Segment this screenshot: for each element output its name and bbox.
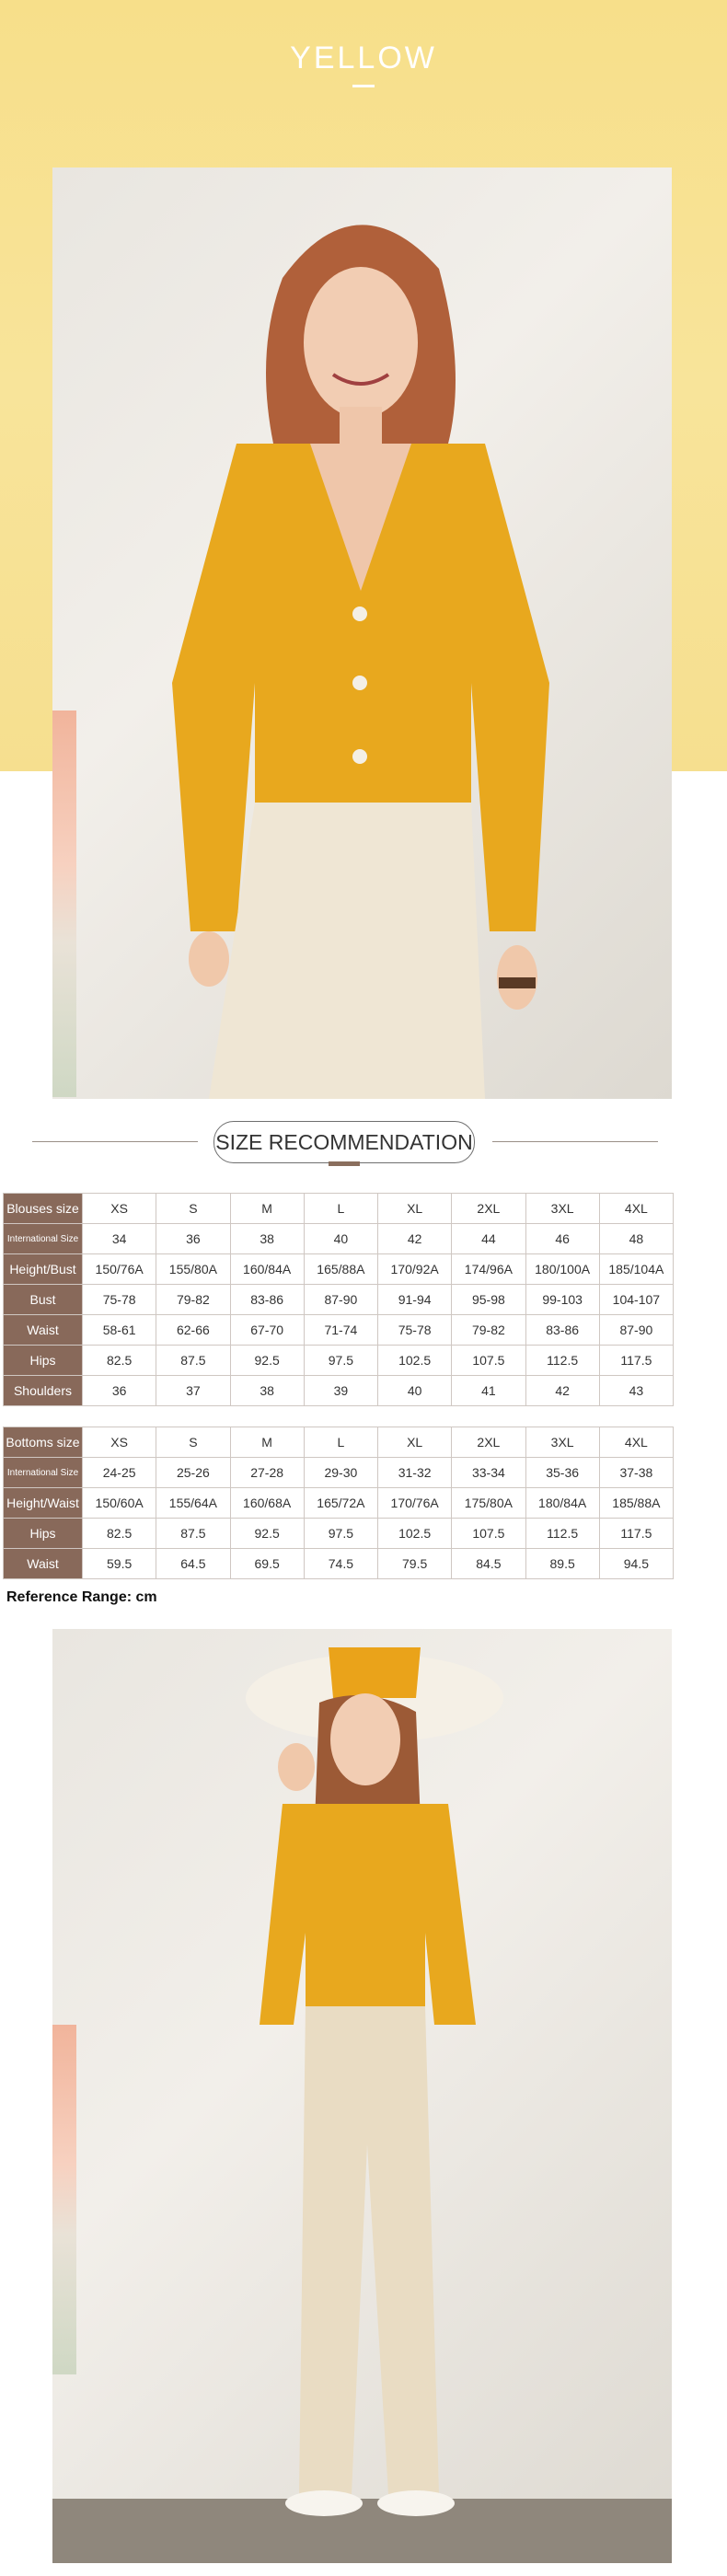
- table-cell: 27-28: [230, 1458, 304, 1488]
- table-cell: 150/60A: [83, 1488, 156, 1519]
- table-cell: 92.5: [230, 1346, 304, 1376]
- table-cell: 29-30: [304, 1458, 377, 1488]
- table-cell: 150/76A: [83, 1254, 156, 1285]
- table-cell: Hips: [4, 1346, 83, 1376]
- model-illustration: [52, 167, 672, 1099]
- product-photo-front: [52, 167, 672, 1099]
- table-cell: Height/Waist: [4, 1488, 83, 1519]
- table-cell: 64.5: [156, 1549, 230, 1579]
- table-cell: 185/104A: [599, 1254, 673, 1285]
- table-cell: 2XL: [452, 1194, 525, 1224]
- size-recommendation-title: SIZE RECOMMENDATION: [213, 1121, 475, 1163]
- table-row: [4, 1488, 674, 1519]
- table-row: [4, 1376, 674, 1406]
- table-cell: 155/64A: [156, 1488, 230, 1519]
- table-cell: 112.5: [525, 1519, 599, 1549]
- table-cell: 82.5: [83, 1346, 156, 1376]
- table-cell: Hips: [4, 1519, 83, 1549]
- table-cell: 37-38: [599, 1458, 673, 1488]
- table-cell: Height/Bust: [4, 1254, 83, 1285]
- table-cell: 95-98: [452, 1285, 525, 1315]
- table-cell: 104-107: [599, 1285, 673, 1315]
- table-row: [4, 1346, 674, 1376]
- table-cell: 175/80A: [452, 1488, 525, 1519]
- model-illustration: [52, 1629, 672, 2563]
- table-cell: 31-32: [378, 1458, 452, 1488]
- table-cell: L: [304, 1427, 377, 1458]
- table-cell: International Size: [4, 1458, 83, 1488]
- table-cell: 160/68A: [230, 1488, 304, 1519]
- blouses-size-table: [3, 1193, 674, 1406]
- table-cell: 2XL: [452, 1427, 525, 1458]
- title-accent: [329, 1161, 360, 1166]
- table-cell: 24-25: [83, 1458, 156, 1488]
- table-cell: M: [230, 1194, 304, 1224]
- table-cell: 87-90: [599, 1315, 673, 1346]
- table-cell: 40: [378, 1376, 452, 1406]
- table-cell: 79-82: [452, 1315, 525, 1346]
- table-cell: 174/96A: [452, 1254, 525, 1285]
- table-cell: Bottoms size: [4, 1427, 83, 1458]
- table-cell: 83-86: [525, 1315, 599, 1346]
- table-row: [4, 1285, 674, 1315]
- table-row: [4, 1315, 674, 1346]
- table-cell: 87-90: [304, 1285, 377, 1315]
- hero-divider: [352, 85, 375, 87]
- table-cell: 62-66: [156, 1315, 230, 1346]
- table-cell: 38: [230, 1376, 304, 1406]
- table-cell: 43: [599, 1376, 673, 1406]
- bottoms-size-table: [3, 1427, 674, 1579]
- table-cell: 67-70: [230, 1315, 304, 1346]
- table-cell: 46: [525, 1224, 599, 1254]
- table-cell: S: [156, 1194, 230, 1224]
- table-cell: 180/100A: [525, 1254, 599, 1285]
- table-cell: 97.5: [304, 1346, 377, 1376]
- table-cell: M: [230, 1427, 304, 1458]
- table-cell: 180/84A: [525, 1488, 599, 1519]
- table-cell: 37: [156, 1376, 230, 1406]
- table-cell: Blouses size: [4, 1194, 83, 1224]
- table-cell: S: [156, 1427, 230, 1458]
- table-cell: 36: [83, 1376, 156, 1406]
- table-cell: 165/88A: [304, 1254, 377, 1285]
- table-cell: 82.5: [83, 1519, 156, 1549]
- table-cell: 91-94: [378, 1285, 452, 1315]
- table-cell: 75-78: [378, 1315, 452, 1346]
- table-cell: Waist: [4, 1315, 83, 1346]
- table-cell: 165/72A: [304, 1488, 377, 1519]
- table-cell: 38: [230, 1224, 304, 1254]
- table-cell: 42: [525, 1376, 599, 1406]
- hero-title: YELLOW: [290, 40, 437, 75]
- table-row: [4, 1519, 674, 1549]
- table-cell: 75-78: [83, 1285, 156, 1315]
- table-cell: 4XL: [599, 1194, 673, 1224]
- table-cell: 87.5: [156, 1346, 230, 1376]
- table-cell: 74.5: [304, 1549, 377, 1579]
- table-cell: 79.5: [378, 1549, 452, 1579]
- table-header-row: [4, 1194, 674, 1224]
- table-cell: 97.5: [304, 1519, 377, 1549]
- table-cell: 44: [452, 1224, 525, 1254]
- table-cell: International Size: [4, 1224, 83, 1254]
- table-cell: 160/84A: [230, 1254, 304, 1285]
- table-cell: L: [304, 1194, 377, 1224]
- table-header-row: [4, 1427, 674, 1458]
- table-row: [4, 1224, 674, 1254]
- table-cell: 25-26: [156, 1458, 230, 1488]
- table-cell: Bust: [4, 1285, 83, 1315]
- table-cell: 94.5: [599, 1549, 673, 1579]
- table-cell: 36: [156, 1224, 230, 1254]
- table-cell: Waist: [4, 1549, 83, 1579]
- table-cell: 170/76A: [378, 1488, 452, 1519]
- table-cell: 83-86: [230, 1285, 304, 1315]
- table-row: [4, 1458, 674, 1488]
- table-cell: 35-36: [525, 1458, 599, 1488]
- table-cell: 3XL: [525, 1427, 599, 1458]
- title-rule-right: [492, 1141, 658, 1142]
- table-cell: XS: [83, 1427, 156, 1458]
- table-cell: 34: [83, 1224, 156, 1254]
- reference-range-note: Reference Range: cm: [6, 1589, 157, 1605]
- table-cell: 3XL: [525, 1194, 599, 1224]
- table-cell: 185/88A: [599, 1488, 673, 1519]
- table-cell: 33-34: [452, 1458, 525, 1488]
- table-cell: 87.5: [156, 1519, 230, 1549]
- product-photo-full-length: [52, 1629, 672, 2563]
- table-cell: 107.5: [452, 1519, 525, 1549]
- table-cell: 41: [452, 1376, 525, 1406]
- table-cell: 59.5: [83, 1549, 156, 1579]
- table-cell: XL: [378, 1427, 452, 1458]
- table-cell: XL: [378, 1194, 452, 1224]
- title-rule-left: [32, 1141, 198, 1142]
- table-cell: 4XL: [599, 1427, 673, 1458]
- table-cell: 89.5: [525, 1549, 599, 1579]
- table-cell: 71-74: [304, 1315, 377, 1346]
- table-cell: 112.5: [525, 1346, 599, 1376]
- table-cell: 107.5: [452, 1346, 525, 1376]
- table-cell: 42: [378, 1224, 452, 1254]
- table-cell: 117.5: [599, 1346, 673, 1376]
- table-cell: 170/92A: [378, 1254, 452, 1285]
- table-cell: 69.5: [230, 1549, 304, 1579]
- table-cell: 102.5: [378, 1346, 452, 1376]
- table-cell: 58-61: [83, 1315, 156, 1346]
- table-cell: 39: [304, 1376, 377, 1406]
- table-cell: 102.5: [378, 1519, 452, 1549]
- table-cell: 99-103: [525, 1285, 599, 1315]
- table-cell: 84.5: [452, 1549, 525, 1579]
- table-row: [4, 1254, 674, 1285]
- table-row: [4, 1549, 674, 1579]
- table-cell: 79-82: [156, 1285, 230, 1315]
- table-cell: 40: [304, 1224, 377, 1254]
- table-cell: 117.5: [599, 1519, 673, 1549]
- table-cell: Shoulders: [4, 1376, 83, 1406]
- table-cell: 155/80A: [156, 1254, 230, 1285]
- table-cell: 48: [599, 1224, 673, 1254]
- table-cell: XS: [83, 1194, 156, 1224]
- table-cell: 92.5: [230, 1519, 304, 1549]
